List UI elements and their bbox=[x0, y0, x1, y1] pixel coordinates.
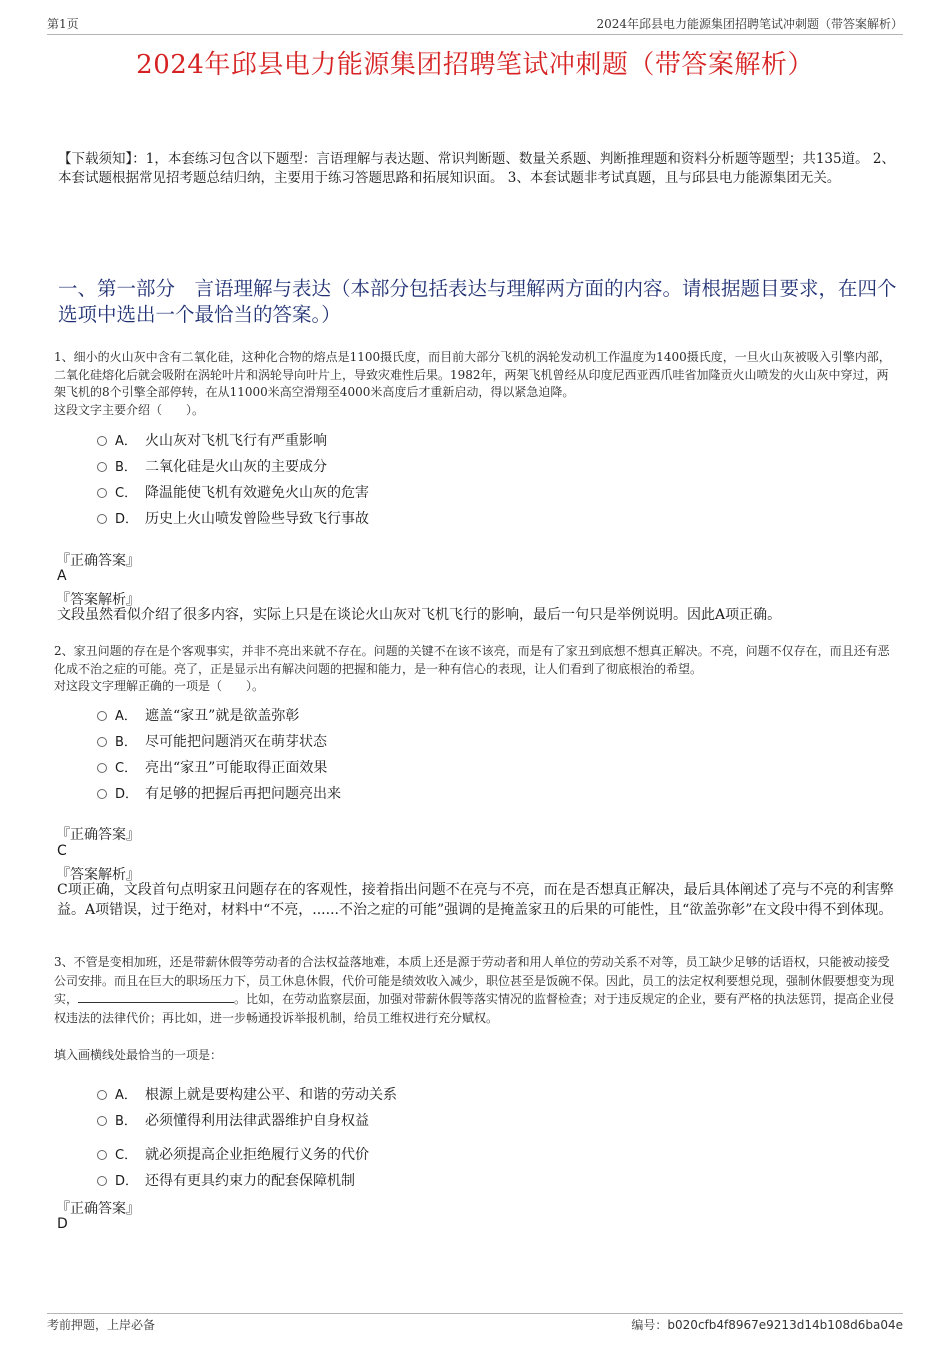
question-3-option-d[interactable]: D． 还得有更具约束力的配套保障机制 bbox=[97, 1170, 355, 1190]
question-3-answer: D bbox=[57, 1216, 68, 1232]
footer-code bbox=[631, 1316, 903, 1333]
question-3-text-before: 3、不管是变相加班，还是带薪休假等劳动者的合法权益落地难，本质上还是源于劳动者和用人单位的劳动关系不对等，员工缺少足够的话语权，只能被动接受公司安排。而且在巨大的职场压力下，员工休息休假，代价可能是绩效收入减少，职位甚至是饭碗不保。因此，员工的法定权利要想兑现，强制休假要想变为现实， bbox=[54, 955, 895, 1006]
question-1-stem bbox=[54, 349, 898, 419]
download-notice: 【下载须知】：1，本套练习包含以下题型：言语理解与表达题、常识判断题、数量关系题、判断推理题和资料分析题等题型；共135道。 2、本套试题根据常见招考题总结归纳，主要用于练习答题思路和拓展知识面。 3、本套试题非考试真题，且与邱县电力能源集团无关。 bbox=[58, 151, 895, 186]
radio-icon[interactable] bbox=[97, 1116, 107, 1126]
question-1-ask: 这段文字主要介绍（ ）。 bbox=[54, 402, 205, 417]
question-3-answer-label: 『正确答案』 bbox=[56, 1201, 140, 1217]
footer-code-value: b020cfb4f8967e9213d14b108d6ba04e bbox=[667, 1318, 903, 1332]
radio-icon[interactable] bbox=[97, 1176, 107, 1186]
page-footer bbox=[47, 1313, 903, 1336]
page-number: 第1页 bbox=[47, 17, 79, 31]
question-2-option-c[interactable]: C． 亮出“家丑”可能取得正面效果 bbox=[97, 757, 327, 777]
question-2-option-b[interactable]: B． 尽可能把问题消灭在萌芽状态 bbox=[97, 731, 327, 751]
radio-icon[interactable] bbox=[97, 514, 107, 524]
document-title: 2024年邱县电力能源集团招聘笔试冲刺题（带答案解析） bbox=[136, 50, 814, 80]
question-2-explanation-label: 『答案解析』 bbox=[56, 867, 140, 883]
section-heading: 一、第一部分 言语理解与表达（本部分包括表达与理解两方面的内容。请根据题目要求，在四个选项中选出一个最恰当的答案。） bbox=[58, 277, 897, 326]
question-1-explanation: 文段虽然看似介绍了很多内容，实际上只是在谈论火山灰对飞机飞行的影响，最后一句只是举例说明。因此A项正确。 bbox=[57, 607, 782, 623]
question-2-option-d[interactable]: D． 有足够的把握后再把问题亮出来 bbox=[97, 783, 341, 803]
question-3-ask: 填入画横线处最恰当的一项是： bbox=[54, 1048, 223, 1062]
question-2-explanation: C项正确，文段首句点明家丑问题存在的客观性，接着指出问题不在亮与不亮，而在是否想真正解决，最后具体阐述了亮与不亮的利害弊益。A项错误，过于绝对，材料中“不亮，......不治之症的可能”强调的是掩盖家丑的后果的可能性，且“欲盖弥彰”在文段中得不到体现。 bbox=[57, 882, 894, 918]
question-1-option-d[interactable]: D． 历史上火山喷发曾险些导致飞行事故 bbox=[97, 508, 369, 528]
page-header bbox=[47, 14, 903, 35]
question-2-answer: C bbox=[57, 843, 67, 859]
question-3-text-after: 。比如，在劳动监察层面，加强对带薪休假等落实情况的监督检查；对于违反规定的企业，要有严格的执法惩罚，提高企业侵权违法的法律代价；再比如，进一步畅通投诉举报机制，给员工维权进行充分赋权。 bbox=[54, 992, 895, 1025]
fill-in-blank bbox=[78, 990, 234, 1003]
question-3-option-c[interactable]: C． 就必须提高企业拒绝履行义务的代价 bbox=[97, 1144, 369, 1164]
question-2-option-a[interactable]: A． 遮盖“家丑”就是欲盖弥彰 bbox=[97, 705, 299, 725]
question-2-stem bbox=[54, 643, 898, 696]
radio-icon[interactable] bbox=[97, 763, 107, 773]
question-2-text: 2、家丑问题的存在是个客观事实，并非不亮出来就不存在。问题的关键不在该不该亮，而是有了家丑到底想不想真正解决。不亮，问题不仅存在，而且还有恶化成不治之症的可能。亮了，正是显示出有解决问题的把握和能力，是一种有信心的表现，让人们看到了彻底根治的希望。 bbox=[54, 644, 890, 676]
footer-slogan: 考前押题，上岸必备 bbox=[47, 1318, 156, 1332]
question-1-answer: A bbox=[57, 568, 67, 584]
question-3-option-b[interactable]: B． 必须懂得利用法律武器维护自身权益 bbox=[97, 1110, 369, 1130]
question-1-option-b[interactable]: B． 二氧化硅是火山灰的主要成分 bbox=[97, 456, 327, 476]
radio-icon[interactable] bbox=[97, 711, 107, 721]
header-doc-title: 2024年邱县电力能源集团招聘笔试冲刺题（带答案解析） bbox=[596, 17, 903, 31]
radio-icon[interactable] bbox=[97, 488, 107, 498]
radio-icon[interactable] bbox=[97, 737, 107, 747]
question-3-stem bbox=[54, 953, 898, 1027]
radio-icon[interactable] bbox=[97, 436, 107, 446]
question-2-ask: 对这段文字理解正确的一项是（ ）。 bbox=[54, 679, 265, 693]
radio-icon[interactable] bbox=[97, 789, 107, 799]
question-2-answer-label: 『正确答案』 bbox=[56, 827, 140, 843]
radio-icon[interactable] bbox=[97, 462, 107, 472]
question-1-explanation-label: 『答案解析』 bbox=[56, 592, 140, 608]
question-1-text: 1、细小的火山灰中含有二氧化硅，这种化合物的熔点是1100摄氏度，而目前大部分飞机的涡轮发动机工作温度为1400摄氏度，一旦火山灰被吸入引擎内部，二氧化硅熔化后就会吸附在涡轮叶片和涡轮导向叶片上，导致灾难性后果。1982年，两架飞机曾经从印度尼西亚西爪哇省加隆贡火山喷发的火山灰中穿过，两架飞机的8个引擎全部停转，在从11000米高空滑翔至4000米高度后才重新启动，得以紧急迫降。 bbox=[54, 350, 891, 399]
question-1-answer-label: 『正确答案』 bbox=[56, 553, 140, 569]
radio-icon[interactable] bbox=[97, 1090, 107, 1100]
footer-code-label: 编号： bbox=[631, 1318, 668, 1332]
question-1-option-a[interactable]: A． 火山灰对飞机飞行有严重影响 bbox=[97, 430, 327, 450]
question-1-option-c[interactable]: C． 降温能使飞机有效避免火山灰的危害 bbox=[97, 482, 369, 502]
radio-icon[interactable] bbox=[97, 1150, 107, 1160]
question-3-option-a[interactable]: A． 根源上就是要构建公平、和谐的劳动关系 bbox=[97, 1084, 397, 1104]
